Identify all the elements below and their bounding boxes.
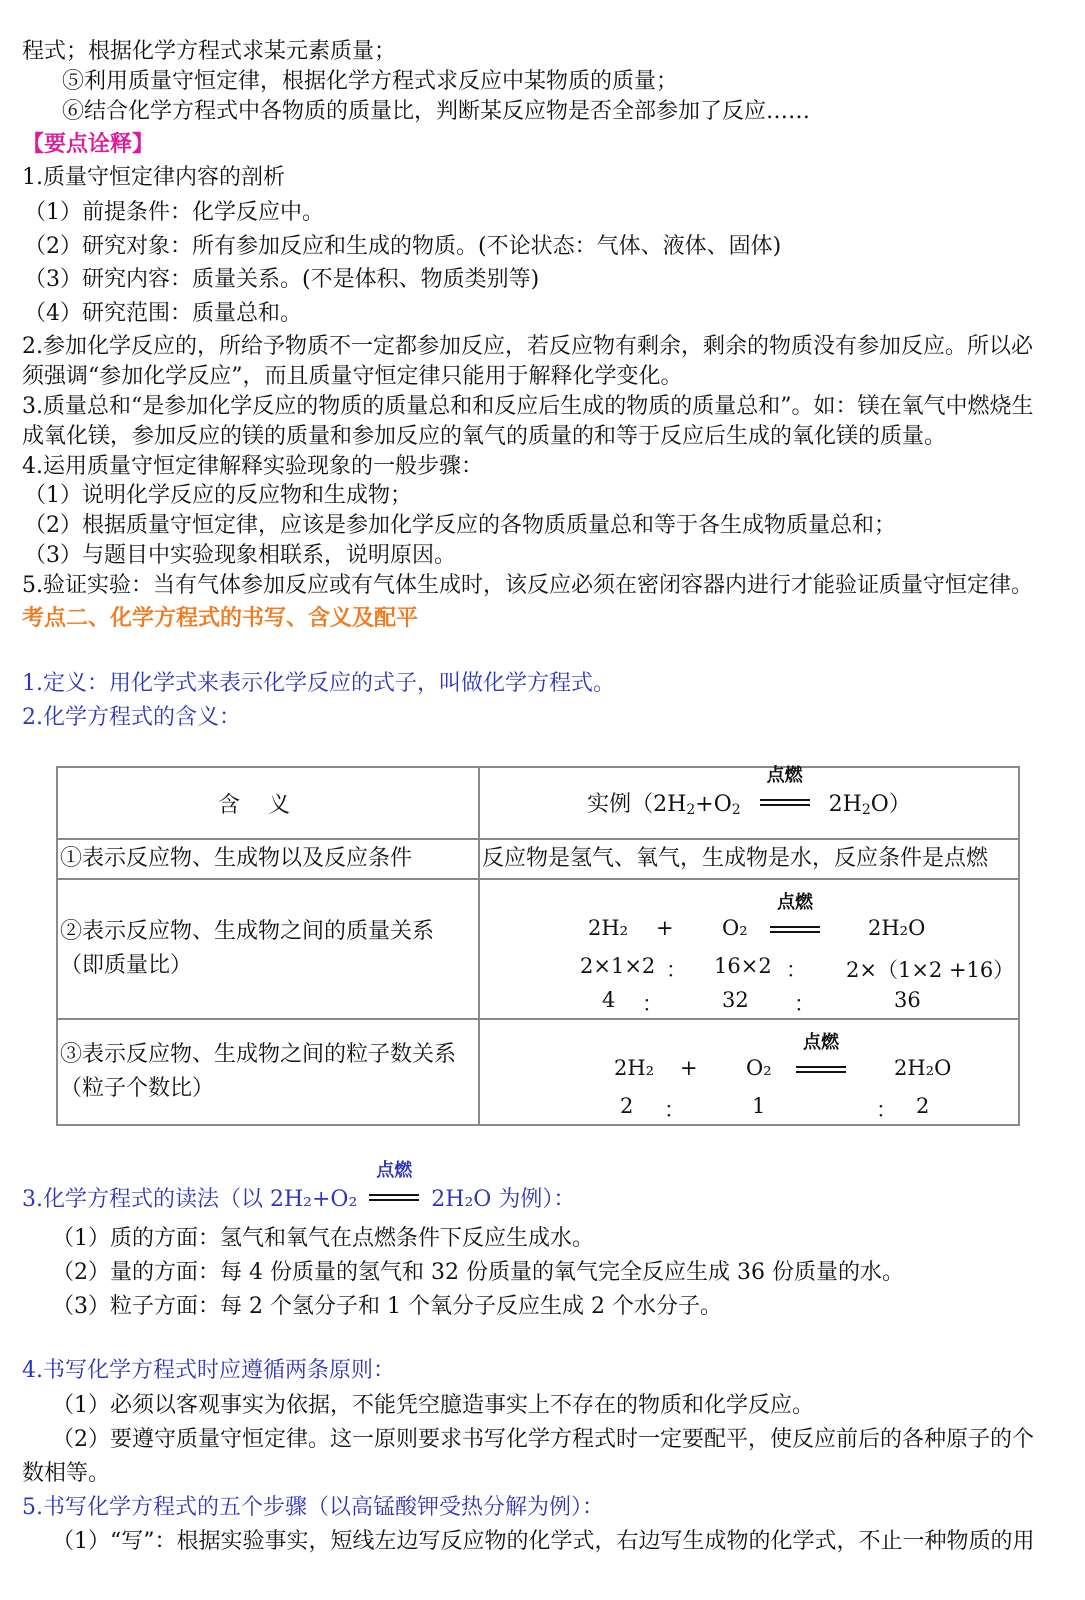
- reaction-arrow: [788, 1032, 854, 1086]
- reaction-arrow: [762, 892, 828, 946]
- cell-line: ②表示反应物、生成物之间的质量关系: [60, 919, 435, 944]
- mass-ratio-cell: [479, 879, 1019, 1019]
- formula: O₂: [746, 1056, 772, 1080]
- condition-label: 点燃: [777, 892, 813, 913]
- value: 2: [916, 1094, 930, 1118]
- cell-line: （粒子个数比）: [60, 1076, 215, 1101]
- formula: O₂: [722, 916, 748, 940]
- reaction-arrow: [752, 765, 818, 819]
- principles-heading: 4.书写化学方程式时应遵循两条原则：: [22, 1358, 395, 1383]
- ratio-colon: ：: [642, 992, 663, 1016]
- value: 4: [602, 988, 616, 1012]
- value: 16×2: [714, 954, 772, 978]
- list-item: （1）质的方面：氢气和氧气在点燃条件下反应生成水。: [52, 1226, 594, 1251]
- reading-heading-suffix: 2H₂O 为例）：: [431, 1187, 576, 1212]
- list-item: （3）粒子方面：每 2 个氢分子和 1 个氧分子反应生成 2 个水分子。: [52, 1294, 722, 1319]
- particle-ratio-cell: [479, 1019, 1019, 1125]
- list-item: （3）与题目中实验现象相联系，说明原因。: [24, 543, 456, 568]
- table-cell: [57, 1019, 479, 1125]
- list-item: （1）“写”：根据实验事实，短线左边写反应物的化学式，右边写生成物的化学式，不止一种物质的用: [52, 1529, 1035, 1554]
- example-mid: +O: [695, 792, 732, 817]
- reading-heading-prefix: 3.化学方程式的读法（以 2H₂+O₂: [22, 1187, 358, 1212]
- table-header-meaning: 含义: [57, 767, 479, 839]
- list-item: （1）前提条件：化学反应中。: [24, 200, 324, 225]
- example-prefix: 实例（2H: [587, 792, 687, 817]
- condition-label: 点燃: [803, 1032, 839, 1053]
- ratio-colon: ：: [786, 958, 807, 982]
- ratio-colon: ：: [876, 1098, 897, 1122]
- text-line: 4.运用质量守恒定律解释实验现象的一般步骤：: [22, 454, 483, 479]
- example-product: 2H: [828, 792, 862, 817]
- list-item: （2）根据质量守恒定律，应该是参加化学反应的各物质质量总和等于各生成物质量总和；: [24, 513, 897, 538]
- plus-sign: +: [680, 1056, 698, 1080]
- text-line: 3.质量总和“是参加化学反应的物质的质量总和和反应后生成的物质的质量总和”。如：镁在氧气中燃烧生: [22, 394, 1034, 419]
- ratio-colon: ：: [664, 1098, 685, 1122]
- subscript: 2: [861, 802, 871, 818]
- list-item: （1）必须以客观事实为依据，不能凭空臆造事实上不存在的物质和化学反应。: [52, 1393, 814, 1418]
- condition-label: 点燃: [376, 1160, 413, 1181]
- list-item: （3）研究内容：质量关系。(不是体积、物质类别等): [24, 267, 540, 292]
- text-line: 程式；根据化学方程式求某元素质量；: [22, 39, 397, 64]
- list-item: （2）研究对象：所有参加反应和生成的物质。(不论状态：气体、液体、固体): [24, 234, 782, 259]
- steps-heading: 5.书写化学方程式的五个步骤（以高锰酸钾受热分解为例）：: [22, 1495, 604, 1520]
- condition-label: 点燃: [766, 765, 803, 786]
- cell-line: ③表示反应物、生成物之间的粒子数关系: [60, 1042, 457, 1067]
- text-line: 5.验证实验：当有气体参加反应或有气体生成时，该反应必须在密闭容器内进行才能验证质量守恒定律。: [22, 573, 1033, 598]
- ratio-colon: ：: [794, 992, 815, 1016]
- table-cell: ①表示反应物、生成物以及反应条件: [57, 839, 479, 879]
- meaning-heading: 2.化学方程式的含义：: [22, 705, 241, 730]
- formula: 2H₂O: [868, 916, 926, 940]
- subscript: 2: [731, 802, 741, 818]
- text-line: 1.质量守恒定律内容的剖析: [22, 165, 285, 190]
- plus-sign: +: [656, 916, 674, 940]
- value: 2×1×2: [580, 954, 656, 978]
- value: 2: [620, 1094, 634, 1118]
- text-line: 须强调“参加化学反应”，而且质量守恒定律只能用于解释化学变化。: [22, 364, 683, 389]
- text-line: ⑥结合化学方程式中各物质的质量比，判断某反应物是否全部参加了反应……: [62, 99, 811, 124]
- table-cell: 反应物是氢气、氧气，生成物是水，反应条件是点燃: [479, 839, 1019, 879]
- text-line: ⑤利用质量守恒定律，根据化学方程式求反应中某物质的质量；: [62, 69, 679, 94]
- text-line: 2.参加化学反应的，所给予物质不一定都参加反应，若反应物有剩余，剩余的物质没有参加反应。所以必: [22, 334, 1033, 359]
- ratio-colon: ：: [666, 958, 687, 982]
- section-heading: 考点二、化学方程式的书写、含义及配平: [22, 605, 419, 631]
- list-item: （4）研究范围：质量总和。: [24, 301, 302, 326]
- list-item: （2）量的方面：每 4 份质量的氢气和 32 份质量的氧气完全反应生成 36 份质量的水。: [52, 1260, 904, 1285]
- formula: 2H₂O: [894, 1056, 952, 1080]
- subscript: 2: [686, 802, 696, 818]
- list-item: （2）要遵守质量守恒定律。这一原则要求书写化学方程式时一定要配平，使反应前后的各种原子的个: [52, 1427, 1035, 1452]
- table-header-example: [479, 767, 1019, 839]
- text-line: 数相等。: [22, 1461, 111, 1486]
- list-item: （1）说明化学反应的反应物和生成物；: [24, 483, 412, 508]
- value: 1: [752, 1094, 766, 1118]
- table-cell: [57, 879, 479, 1019]
- meaning-table: [56, 766, 1020, 1126]
- formula: 2H₂: [614, 1056, 655, 1080]
- key-points-heading: 【要点诠释】: [22, 131, 155, 157]
- reading-heading: [22, 1160, 1075, 1216]
- definition-line: 1.定义：用化学式来表示化学反应的式子，叫做化学方程式。: [22, 671, 615, 696]
- value: 2×（1×2 +16）: [846, 958, 1015, 982]
- example-end: O）: [870, 792, 911, 817]
- formula: 2H₂: [588, 916, 629, 940]
- cell-line: （即质量比）: [60, 953, 193, 978]
- value: 36: [894, 988, 921, 1012]
- text-line: 成氧化镁，参加反应的镁的质量和参加反应的氧气的质量的和等于反应后生成的氧化镁的质量。: [22, 424, 947, 449]
- value: 32: [722, 988, 749, 1012]
- reaction-arrow: [361, 1160, 427, 1214]
